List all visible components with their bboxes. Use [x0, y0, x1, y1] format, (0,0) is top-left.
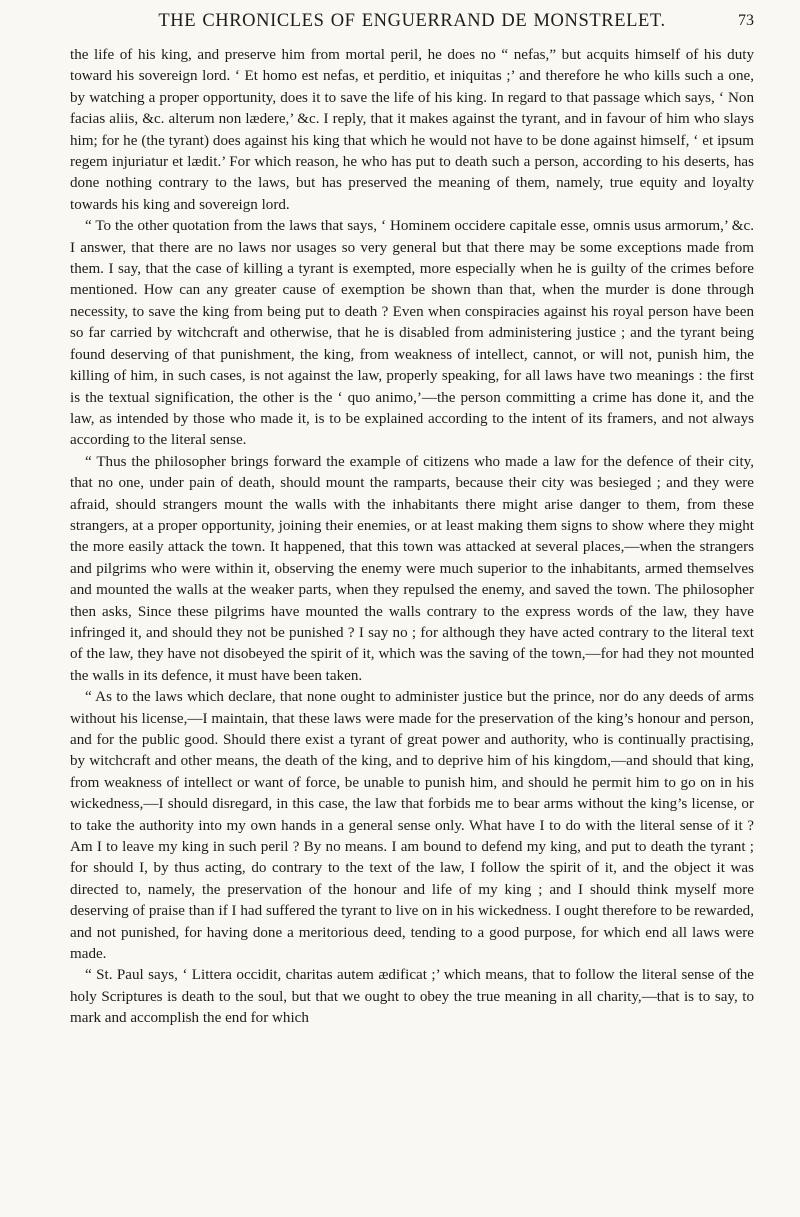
paragraph: the life of his king, and preserve him from mortal peril, he does no “ nefas,” but acquits himself of his duty toward his sovereign lord. ‘ Et homo est nefas, et perditio, et iniquitas ;’ and therefore he who kills such a one, by watching a proper opportunity, does it to save the life of his king. In regard to that passage which says, ‘ Non facias aliis, &c. alterum non lædere,’ &c. I reply, that it makes against the tyrant, and in favour of him who slays him; for he (the tyrant) does against his king that which he would not have to be done against himself, ‘ et ipsum regem injuriatur et lædit.’ For which reason, he who has put to death such a person, according to his deserts, has done nothing contrary to the laws, but has preserved the meaning of them, namely, true equity and loyalty towards his king and sovereign lord. — [70, 47, 754, 213]
running-header — [70, 6, 754, 36]
paragraph: “ As to the laws which declare, that none ought to administer justice but the prince, nor do any deeds of arms without his license,—I maintain, that these laws were made for the preservation of the king’s honour and person, and for the public good. Should there exist a tyrant of great power and authority, who is continually practising, by witchcraft and other means, the death of the king, and to deprive him of his kingdom,—and should that king, from weakness of intellect or want of force, be unable to punish him, and should he permit him to go on in his wickedness,—I should disregard, in this case, the law that forbids me to bear arms without the king’s license, or to take the authority into my own hands in a general sense only. What have I to do with the literal sense of it ? Am I to leave my king in such peril ? By no means. I am bound to defend my king, and put to death the tyrant ; for should I, by thus acting, do contrary to the text of the law, I follow the spirit of it, and the object it was directed to, namely, the preservation of the honour and life of my king ; and I should think myself more deserving of praise than if I had suffered the tyrant to live on in his wickedness. I ought therefore to be rewarded, and not punished, for having done a meritorious deed, tending to a good purpose, for which end all laws were made. — [70, 689, 754, 963]
body-text — [70, 45, 754, 1030]
page-title: THE CHRONICLES OF ENGUERRAND DE MONSTRELET. — [158, 11, 666, 31]
paragraph: “ To the other quotation from the laws that says, ‘ Hominem occidere capitale esse, omnis usus armorum,’ &c. I answer, that there are no laws nor usages so very general but that there may be some exceptions made from them. I say, that the case of killing a tyrant is exempted, more especially when he is guilty of the crimes before mentioned. How can any greater cause of exemption be shown than that, when the murder is done through necessity, to save the king from being put to death ? Even when conspiracies against his royal person have been so far carried by witchcraft and otherwise, that he is disabled from administering justice ; and the tyrant being found deserving of that punishment, the king, from weakness of intellect, cannot, or will not, punish him, the killing of him, in such cases, is not against the law, properly speaking, for all laws have two meanings : the first is the textual signification, the other is the ‘ quo animo,’—the person committing a crime has done it, and the law, as intended by those who made it, is to be explained according to the intent of its framers, and not always according to the literal sense. — [70, 218, 754, 449]
paragraph: “ Thus the philosopher brings forward the example of citizens who made a law for the defence of their city, that no one, under pain of death, should mount the ramparts, because their city was besieged ; and they were afraid, should strangers mount the walls with the inhabitants there might arise danger to them, from these strangers, at a proper opportunity, joining their enemies, or at least making them signs to show where they might the more easily attack the town. It happened, that this town was attacked at several places,—when the strangers and pilgrims who were within it, observing the enemy were much superior to the inhabitants, armed themselves and mounted the walls at the weaker parts, when they repulsed the enemy, and saved the town. The philosopher then asks, Since these pilgrims have mounted the walls contrary to the express words of the law, they have infringed it, and should they not be punished ? I say no ; for although they have acted contrary to the literal text of the law, they have not disobeyed the spirit of it, which was the saving of the town,—for had they not mounted the walls in its defence, it must have been taken. — [70, 453, 754, 684]
page-number: 73 — [738, 12, 754, 29]
paragraph: “ St. Paul says, ‘ Littera occidit, charitas autem ædificat ;’ which means, that to follow the literal sense of the holy Scriptures is death to the soul, but that we ought to obey the true meaning in all charity,—that is to say, to mark and accomplish the end for which — [70, 967, 754, 1027]
